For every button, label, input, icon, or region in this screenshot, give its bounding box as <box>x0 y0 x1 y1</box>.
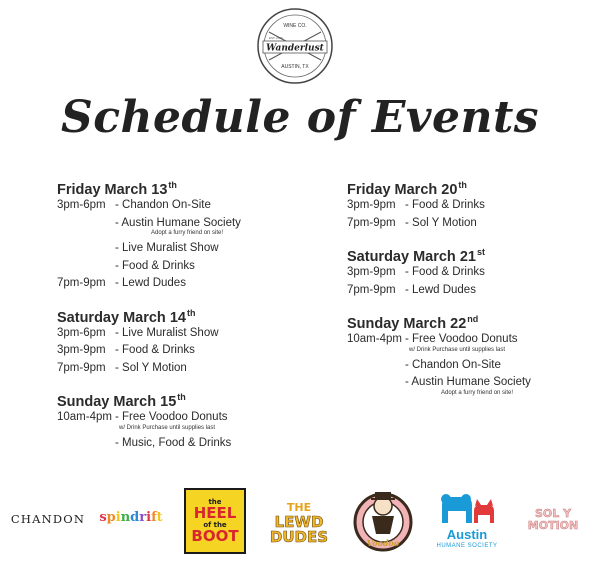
event-day <box>57 304 327 378</box>
sol-text-2: MOTION <box>527 519 579 532</box>
heel-text-3: of the <box>203 521 227 529</box>
event-description: - Food & Drinks <box>115 344 195 356</box>
voodoo-donut-icon <box>350 486 416 552</box>
event-description: - Live Muralist Show <box>115 326 219 339</box>
event-row <box>347 282 587 300</box>
event-description: - Sol Y Motion <box>405 216 477 229</box>
event-time: 7pm-9pm <box>57 277 106 289</box>
event-row <box>347 197 587 215</box>
event-note: Adopt a furry friend on site! <box>151 230 224 236</box>
wanderlust-logo <box>255 6 335 86</box>
event-time <box>57 240 115 258</box>
chandon-logo: CHANDON <box>10 512 86 526</box>
humane-society-text: HUMANE SOCIETY <box>436 542 498 549</box>
event-time <box>57 435 115 453</box>
event-time: 3pm-9pm <box>347 266 396 278</box>
event-description: - Sol Y Motion <box>115 361 187 374</box>
spindrift-letter: r <box>139 510 147 525</box>
event-time: 3pm-6pm <box>57 199 106 211</box>
day-ordinal-suffix: st <box>476 247 485 257</box>
event-day <box>347 176 587 232</box>
sol-text-1: SOL Y <box>534 507 572 520</box>
spindrift-letter: f <box>151 510 157 525</box>
event-description: - Lewd Dudes <box>115 277 186 289</box>
heel-text-1: the <box>208 498 222 506</box>
voodoo-text: Voodoo <box>366 538 400 548</box>
sol-y-motion-logo <box>522 508 584 532</box>
day-ordinal-suffix: th <box>177 392 186 402</box>
event-row <box>57 325 327 343</box>
austin-text: Austin <box>446 526 488 542</box>
event-time <box>347 357 405 375</box>
sponsor-logos <box>0 486 600 556</box>
day-heading <box>347 310 587 331</box>
day-heading-text: Sunday March 22 <box>347 315 467 332</box>
event-time: 7pm-9pm <box>347 283 396 296</box>
lewd-text-3: DUDES <box>269 528 329 546</box>
dog-cat-icon <box>434 493 500 527</box>
day-heading-text: Saturday March 21 <box>347 248 476 265</box>
day-heading <box>57 304 327 325</box>
day-heading <box>57 388 327 409</box>
logo-bottom-text: AUSTIN, TX <box>281 64 309 70</box>
day-heading-text: Friday March 13 <box>57 181 168 198</box>
event-description: - Free Voodoo Donuts <box>405 333 518 345</box>
event-description: - Food & Drinks <box>405 266 485 278</box>
logo-name-text: Wanderlust <box>266 43 324 54</box>
event-description: - Austin Humane Society <box>405 376 531 388</box>
event-day <box>57 388 327 452</box>
spindrift-letter: s <box>99 510 107 525</box>
event-description: - Food & Drinks <box>115 259 195 272</box>
day-heading <box>347 243 587 264</box>
spindrift-letter: p <box>106 510 116 525</box>
event-row <box>57 435 327 453</box>
day-heading-text: Sunday March 15 <box>57 393 177 410</box>
spindrift-letter: i <box>115 510 121 525</box>
lewd-text-2: LEWD <box>274 513 324 531</box>
event-note: Adopt a furry friend on site! <box>441 389 514 396</box>
heel-of-the-boot-logo <box>184 488 246 554</box>
event-row <box>347 374 587 392</box>
day-heading-text: Friday March 20 <box>347 181 458 198</box>
event-time: 3pm-9pm <box>57 344 106 356</box>
day-ordinal-suffix: th <box>168 180 177 190</box>
event-description: - Chandon On-Site <box>115 199 211 211</box>
spindrift-letter: t <box>156 510 163 525</box>
event-row <box>347 215 587 233</box>
wanderlust-seal-icon <box>255 6 335 86</box>
event-time <box>57 258 115 276</box>
event-description: - Chandon On-Site <box>405 358 501 371</box>
event-row <box>347 331 587 349</box>
lewd-text-1: THE <box>286 501 312 514</box>
event-time: 3pm-6pm <box>57 326 106 339</box>
event-row <box>57 409 327 427</box>
event-time <box>347 374 405 392</box>
event-time: 7pm-9pm <box>57 361 106 374</box>
day-ordinal-suffix: th <box>458 180 467 190</box>
event-row <box>57 258 327 276</box>
spindrift-letter: n <box>120 510 131 525</box>
schedule-right-column <box>347 176 587 408</box>
day-heading <box>57 176 327 197</box>
day-ordinal-suffix: nd <box>467 314 479 324</box>
event-description: - Austin Humane Society <box>115 216 241 229</box>
lewd-dudes-logo <box>266 500 332 545</box>
event-description: - Free Voodoo Donuts <box>115 411 228 423</box>
event-row <box>57 360 327 378</box>
event-description: - Food & Drinks <box>405 199 485 211</box>
event-row <box>347 357 587 375</box>
event-description: - Live Muralist Show <box>115 242 219 254</box>
event-time: 7pm-9pm <box>347 216 396 229</box>
page-title: Schedule of Events <box>60 92 540 143</box>
spindrift-logo <box>98 510 164 525</box>
event-description: - Music, Food & Drinks <box>115 436 232 449</box>
spindrift-letter: d <box>130 510 140 525</box>
logo-top-text: WINE CO. <box>283 23 307 29</box>
event-row <box>347 264 587 282</box>
event-row <box>57 342 327 360</box>
heel-text-2: HEEL <box>193 504 237 522</box>
event-note: w/ Drink Purchase until supplies last <box>119 424 216 431</box>
event-row <box>57 275 327 293</box>
logo-est-text: EST. 2016 <box>269 36 283 40</box>
event-time: 10am-4pm <box>57 411 112 423</box>
spindrift-letter: i <box>146 510 152 525</box>
event-time: 10am-4pm <box>347 333 402 345</box>
day-heading <box>347 176 587 197</box>
event-note: w/ Drink Purchase until supplies last <box>409 346 506 353</box>
austin-humane-society-logo <box>432 488 502 554</box>
schedule-left-column <box>57 176 327 463</box>
day-heading-text: Saturday March 14 <box>57 309 186 326</box>
event-day <box>347 310 587 397</box>
event-description: - Lewd Dudes <box>405 283 476 296</box>
event-day <box>57 176 327 293</box>
day-ordinal-suffix: th <box>186 307 196 318</box>
event-day <box>347 243 587 299</box>
voodoo-donuts-logo <box>350 486 416 552</box>
heel-text-4: BOOT <box>191 527 239 545</box>
event-row <box>57 197 327 215</box>
event-row <box>57 240 327 258</box>
event-time <box>57 215 115 233</box>
event-time: 3pm-9pm <box>347 199 396 211</box>
